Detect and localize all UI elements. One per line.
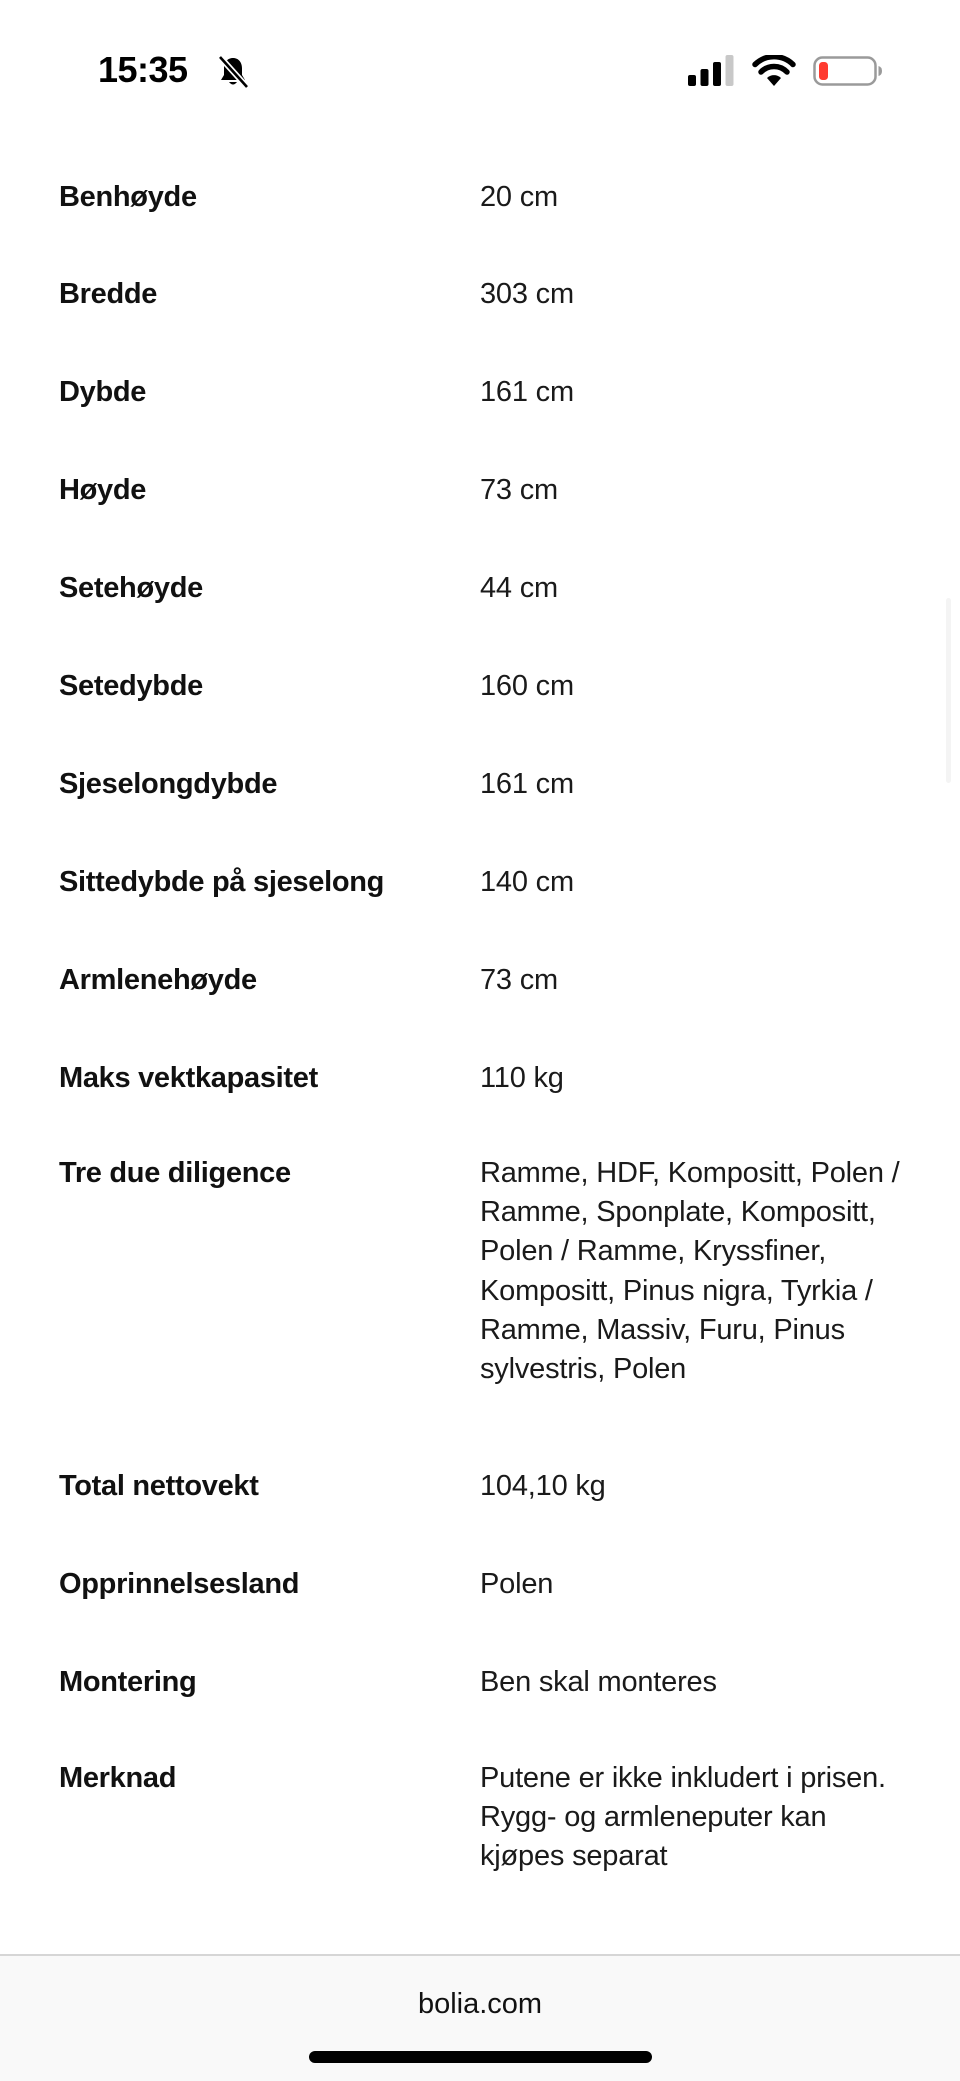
battery-low-icon	[813, 56, 883, 86]
spec-value: 73 cm	[480, 474, 558, 506]
spec-value: 110 kg	[480, 1062, 564, 1094]
spec-label: Merknad	[59, 1762, 177, 1794]
spec-value: 161 cm	[480, 376, 574, 408]
spec-label: Montering	[59, 1666, 197, 1698]
spec-label: Benhøyde	[59, 181, 197, 213]
cellular-signal-icon	[688, 55, 736, 86]
status-time: 15:35	[98, 49, 188, 90]
spec-value: Ramme, HDF, Kompositt, Polen / Ramme, Sponplate, Kompositt, Polen / Ramme, Kryssfiner, Kompositt, Pinus nigra, Tyrkia / Ramme, Massiv, Furu, Pinus sylvestris, Polen	[480, 1157, 900, 1386]
spec-label: Armlenehøyde	[59, 964, 257, 996]
address-bar-url[interactable]: bolia.com	[417, 1988, 543, 2020]
spec-label: Høyde	[59, 474, 147, 506]
spec-value: 73 cm	[480, 964, 558, 996]
spec-label: Maks vektkapasitet	[59, 1062, 318, 1094]
spec-label: Total nettovekt	[59, 1470, 259, 1502]
spec-label: Opprinnelsesland	[59, 1568, 300, 1600]
bell-slash-icon	[216, 54, 250, 90]
home-indicator[interactable]	[309, 2051, 652, 2063]
vertical-scrollbar[interactable]	[946, 598, 951, 783]
spec-value: 160 cm	[480, 670, 574, 702]
spec-value: Polen	[480, 1568, 554, 1600]
spec-label: Tre due diligence	[59, 1157, 291, 1189]
browser-bottom-bar	[0, 1954, 960, 2081]
wifi-icon	[752, 55, 796, 87]
spec-value: 20 cm	[480, 181, 558, 213]
spec-value: Putene er ikke inkludert i prisen. Rygg- og armleneputer kan kjøpes separat	[480, 1762, 886, 1873]
spec-value: 303 cm	[480, 278, 574, 310]
spec-value: 44 cm	[480, 572, 558, 604]
spec-value: 161 cm	[480, 768, 574, 800]
spec-label: Setedybde	[59, 670, 203, 702]
spec-label: Bredde	[59, 278, 158, 310]
spec-value: Ben skal monteres	[480, 1666, 717, 1698]
spec-label: Sittedybde på sjeselong	[59, 866, 385, 898]
spec-value: 140 cm	[480, 866, 574, 898]
spec-label: Dybde	[59, 376, 147, 408]
status-bar	[0, 0, 960, 120]
spec-value: 104,10 kg	[480, 1470, 606, 1502]
spec-label: Sjeselongdybde	[59, 768, 278, 800]
spec-label: Setehøyde	[59, 572, 203, 604]
